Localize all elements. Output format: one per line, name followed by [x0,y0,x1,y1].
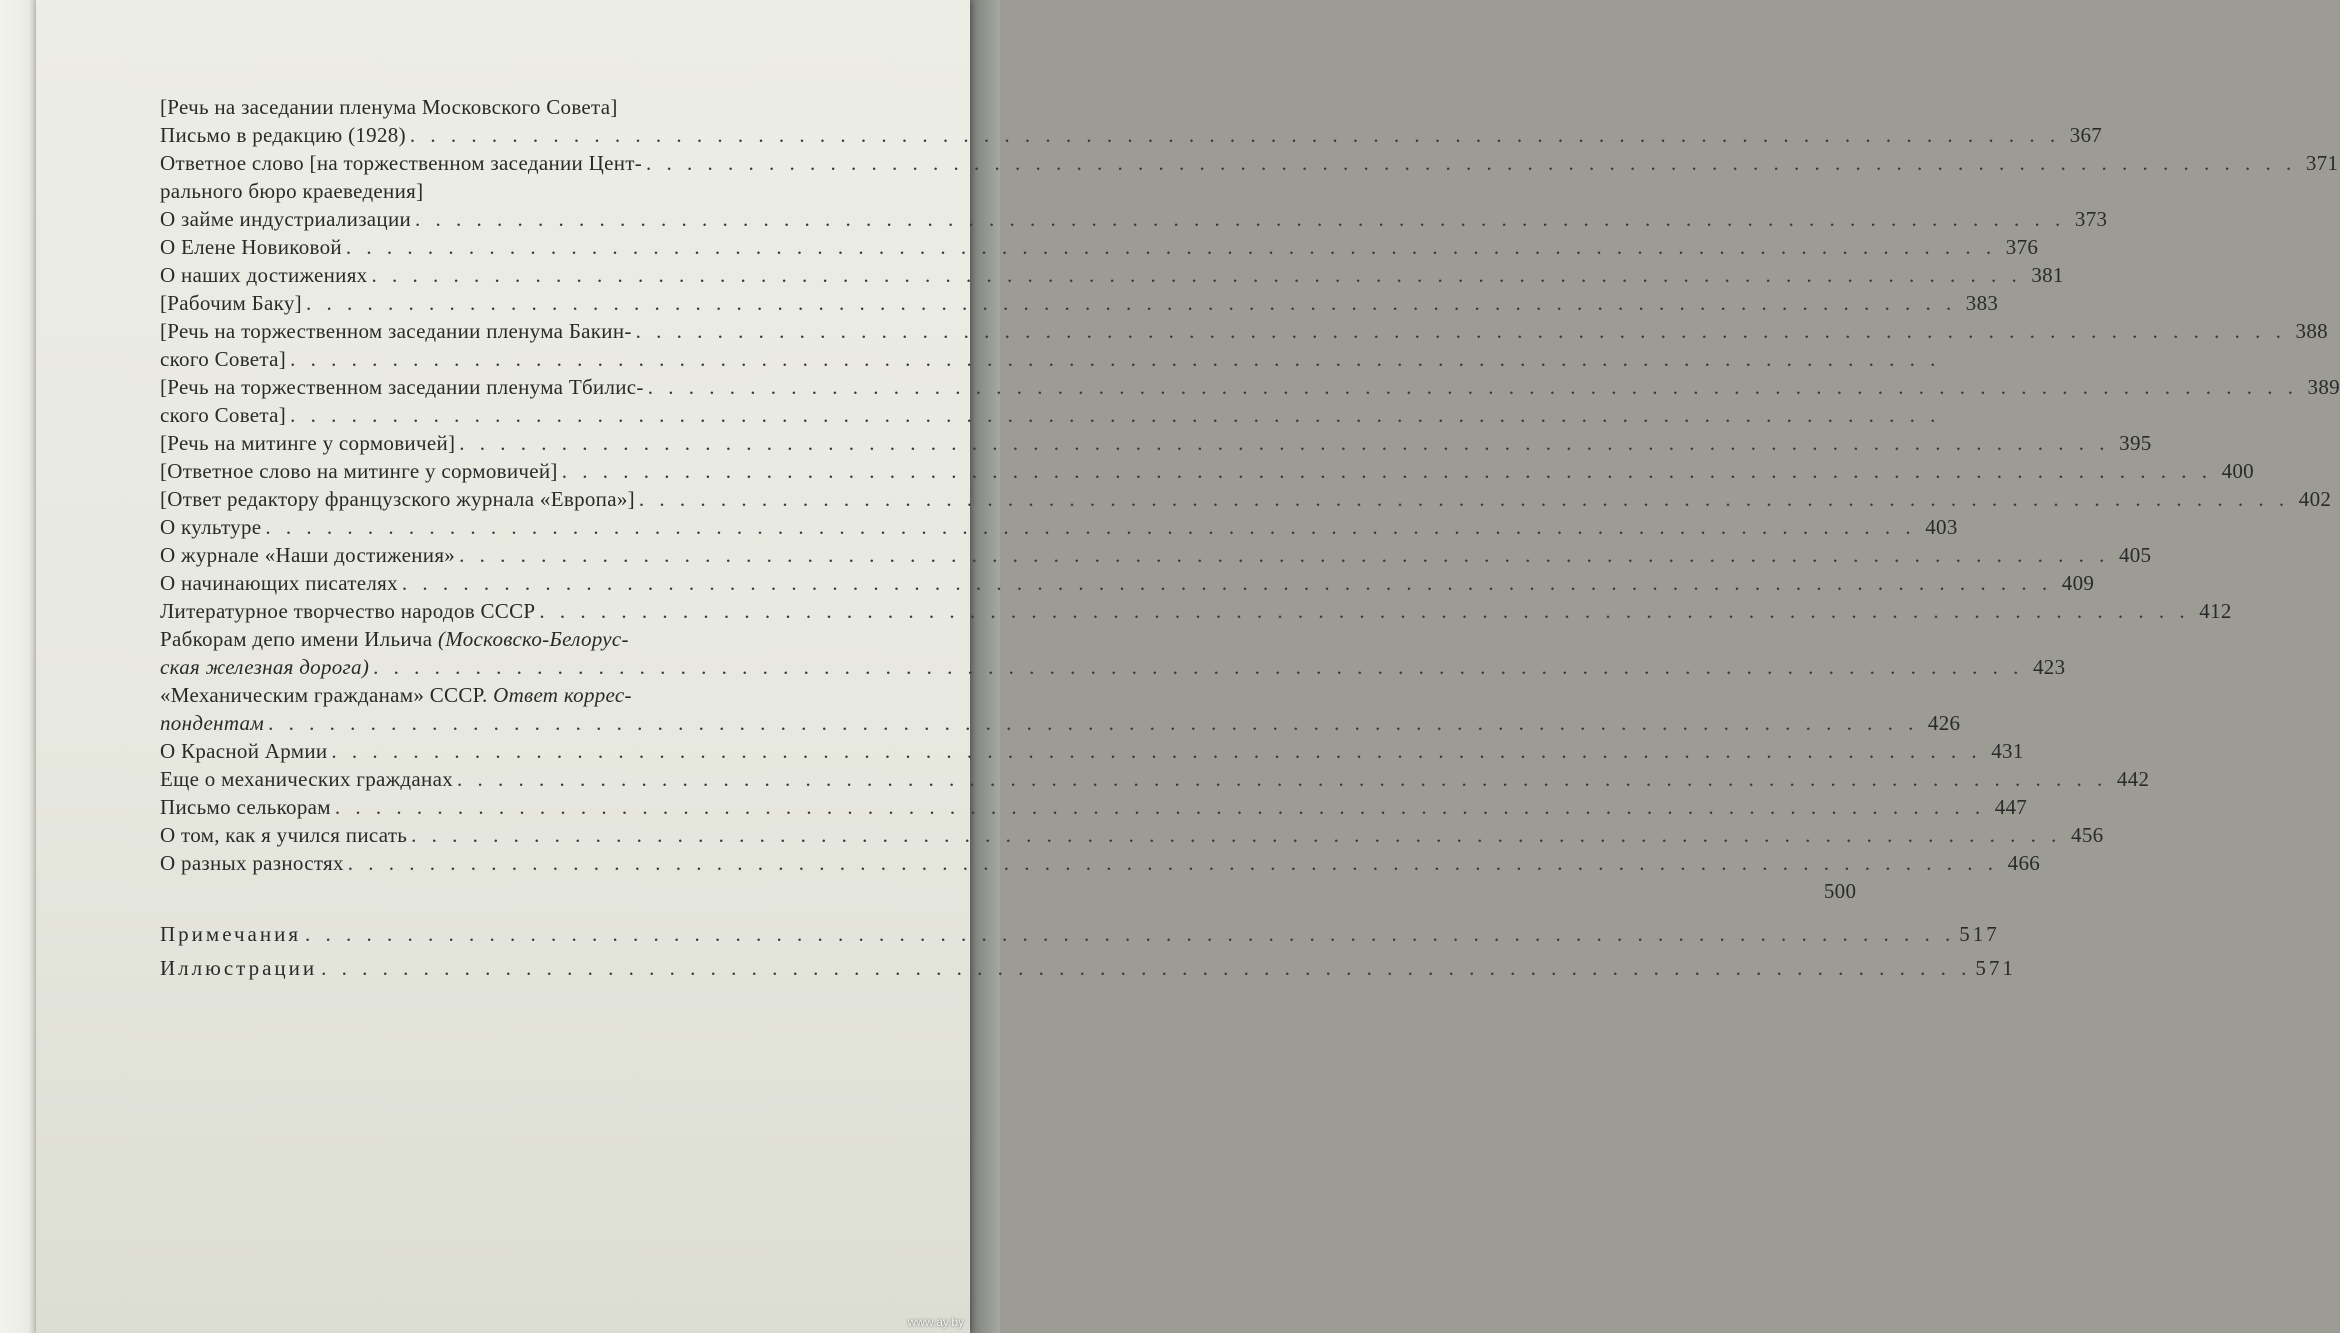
table-of-contents [160,93,2340,985]
toc-page-number: 426 [1927,711,1961,735]
leader-dots [459,541,2109,569]
toc-page-number: 367 [2069,123,2103,147]
toc-entry [160,541,2152,569]
toc-page-number: 571 [1975,956,2016,980]
toc-entry [160,681,810,709]
toc-entry [160,597,2232,625]
toc-entry-title: О культуре [160,515,262,539]
facing-page-edge [0,0,40,1333]
leader-dots [411,821,2061,849]
toc-entry-continuation [160,345,810,373]
toc-entry-note: (Московско-Белорус- [437,627,629,651]
toc-page-number: 517 [1959,922,2000,946]
toc-entry [160,485,2332,513]
toc-page-number: 371 [2305,151,2339,175]
toc-entry [160,765,2150,793]
toc-page-number: 395 [2119,431,2152,455]
toc-page-number: 388 [2295,319,2328,343]
toc-entry-note: Ответ коррес- [493,683,632,707]
leader-dots [371,261,2021,289]
toc-entry-title: Рабкорам депо имени Ильича (Московско-Белорус- [160,627,629,651]
toc-entry-title: [Речь на торжественном заседании пленума Бакин- [160,319,632,343]
toc-entry [160,513,1958,541]
toc-entry [160,737,2024,765]
toc-entry-title: [Речь на митинге у сормовичей] [160,431,456,455]
leader-dots [268,709,1918,737]
toc-page-number: 409 [2061,571,2095,595]
toc-entry [160,625,810,653]
leader-dots [290,345,1940,373]
toc-entry-title: О том, как я учился писать [160,823,408,847]
leader-dots [265,513,1915,541]
leader-dots [321,951,1971,985]
toc-page-number: 442 [2116,767,2150,791]
toc-entry-title: [Рабочим Баку] [160,291,302,315]
toc-entry-title: Литературное творчество народов СССР [160,599,536,623]
toc-page-number: 447 [1994,795,2028,819]
leader-dots [306,289,1956,317]
toc-entry [160,429,2152,457]
toc-entry-title: [Речь на торжественном заседании пленума Тбилис- [160,375,644,399]
toc-page-number: 403 [1925,515,1958,539]
toc-page-number: 405 [2118,543,2152,567]
toc-entry [160,569,2095,597]
toc-entry-continuation [160,709,1961,737]
toc-page-number: 373 [2074,207,2108,231]
toc-entry-title: ского Совета] [160,347,287,371]
toc-entry-continuation [160,177,810,205]
toc-page-number: 500 [1823,879,1857,903]
toc-entry [160,951,2016,985]
toc-entry-title: «Механическим гражданам» СССР. Ответ коррес- [160,683,632,707]
leader-dots [639,485,2289,513]
toc-page-number: 412 [2199,599,2232,623]
toc-entry-title: [Ответ редактору французского журнала «Европа»] [160,487,635,511]
toc-entry [160,821,2104,849]
watermark: www.ay.by [907,1315,964,1329]
toc-entry-title: Иллюстрации [160,956,318,980]
leader-dots [335,793,1985,821]
leader-dots [305,917,1955,951]
toc-entry-title: Письмо в редакцию (1928) [160,123,406,147]
leader-dots [346,233,1996,261]
leader-dots [402,569,2052,597]
leader-dots [539,597,2189,625]
toc-entry [160,373,2340,401]
toc-page-number: 423 [2033,655,2066,679]
toc-page-number: 376 [2005,235,2039,259]
toc-entry-title: Примечания [160,922,302,946]
toc-entry-title: рального бюро краеведения] [160,179,424,203]
toc-entry-title: О Елене Новиковой [160,235,342,259]
toc-entry [160,261,2064,289]
toc-entry-title: [Ответное слово на митинге у сормовичей] [160,459,558,483]
toc-page-number: 456 [2071,823,2104,847]
toc-entry [160,205,2108,233]
toc-entry-trailing [160,877,1857,905]
toc-entry [160,793,2028,821]
toc-entry-title: О начинающих писателях [160,571,398,595]
toc-entry-title: пондентам [160,711,265,735]
toc-entry-title: ского Совета] [160,403,287,427]
leader-dots [562,457,2212,485]
toc-entry [160,457,2254,485]
leader-dots [348,849,1998,877]
leader-dots [636,317,2286,345]
toc-page-number: 466 [2007,851,2041,875]
toc-entry [160,849,2041,877]
toc-page-number: 431 [1991,739,2024,763]
toc-entry-title: О разных разностях [160,851,344,875]
toc-entry-title: Письмо селькорам [160,795,331,819]
leader-dots [457,765,2107,793]
toc-page-number: 400 [2221,459,2254,483]
leader-dots [290,401,1940,429]
toc-entry-title: О наших достижениях [160,263,368,287]
toc-page-number: 389 [2307,375,2340,399]
toc-page-number: 381 [2031,263,2064,287]
toc-entry-title: О займе индустриализации [160,207,412,231]
leader-dots [459,429,2109,457]
toc-entry [160,233,2039,261]
toc-page-number: 383 [1965,291,1999,315]
leader-dots [331,737,1981,765]
toc-entry [160,317,2328,345]
toc-entry-title: [Речь на заседании пленума Московского Совета] [160,95,618,119]
leader-dots [648,373,2298,401]
toc-entry [160,121,2103,149]
toc-entry-title: Ответное слово [на торжественном заседании Цент- [160,151,643,175]
toc-entry [160,93,810,121]
toc-appendix [160,917,2016,985]
toc-entry-title: О журнале «Наши достижения» [160,543,456,567]
toc-entry [160,917,2000,951]
toc-entry-continuation [160,653,2066,681]
leader-dots [410,121,2060,149]
toc-page-number: 402 [2298,487,2332,511]
leader-dots [415,205,2065,233]
toc-entry [160,289,1999,317]
toc-entry-title: О Красной Армии [160,739,328,763]
toc-entry [160,149,2339,177]
toc-entry-title: ская железная дорога) [160,655,370,679]
leader-dots [373,653,2023,681]
toc-entry-continuation [160,401,810,429]
leader-dots [646,149,2296,177]
toc-entry-title: Еще о механических гражданах [160,767,453,791]
